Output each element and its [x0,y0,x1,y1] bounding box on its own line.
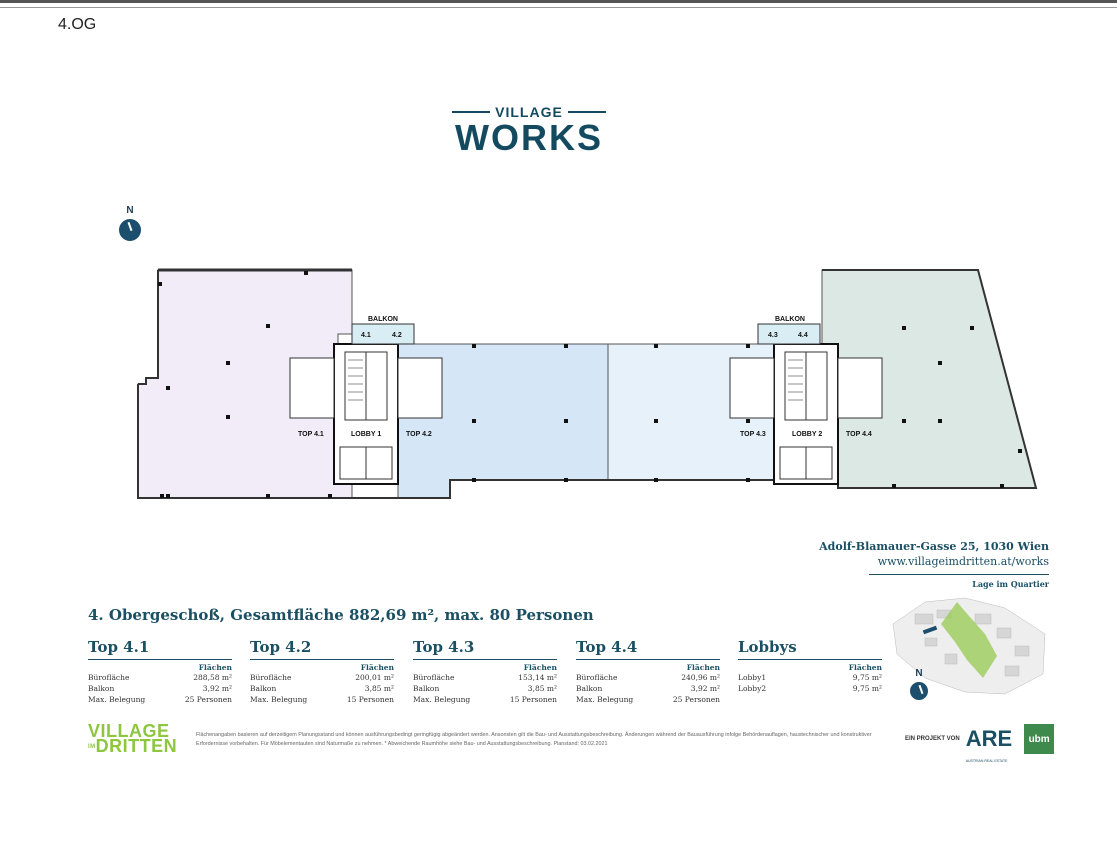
balkon-right-unit-1: 4.3 [768,332,778,339]
table-row: Max. Belegung 25 Personen [576,695,720,704]
table-row: Bürofläche 200,01 m² [250,673,394,682]
address-block [819,540,1049,589]
label-top-4-2: TOP 4.2 [406,431,432,438]
balkon-left-label: BALKON [368,316,398,323]
table-row: Balkon 3,85 m² [413,684,557,693]
table-row: Balkon 3,92 m² [88,684,232,693]
logo-main-text: WORKS [455,117,603,158]
unit-title: Top 4.3 [413,638,557,660]
unit-table-top-4-2 [250,638,394,705]
flaechen-label: Flächen [198,663,232,672]
unit-title: Top 4.2 [250,638,394,660]
unit-table-top-4-3 [413,638,557,705]
partner-logos [905,724,1054,763]
label-lobby-2: LOBBY 2 [792,431,823,438]
table-row: Max. Belegung 15 Personen [413,695,557,704]
table-row: Max. Belegung 25 Personen [88,695,232,704]
map-north-icon [905,668,933,700]
map-north-label: N [915,668,923,679]
ubm-logo: ubm [1024,724,1054,754]
unit-table-top-4-1 [88,638,232,705]
projekt-label: EIN PROJEKT VON [905,736,960,742]
unit-title: Lobbys [738,638,882,660]
table-row: Balkon 3,92 m² [576,684,720,693]
label-top-4-1: TOP 4.1 [298,431,324,438]
north-arrow-icon [116,205,144,241]
table-row: Lobby1 9,75 m² [738,673,882,682]
balkon-left-unit-2: 4.2 [392,332,402,339]
floor-summary-heading: 4. Obergeschoß, Gesamtfläche 882,69 m², max. 80 Personen [88,606,594,624]
unit-title: Top 4.1 [88,638,232,660]
flaechen-label: Flächen [360,663,394,672]
unit-table-lobbys [738,638,882,694]
floor-label: 4.OG [58,16,97,33]
disclaimer-text: Flächenangaben basieren auf derzeitigem Planungsstand und können ausführungsbedingt geringfügig abgeändert werden. Ansonsten gilt die Bau- und Ausstattungsbeschreibung. Änderungen während der Bauausführung infolge Behördenauflagen, haustechnischer und konstruktiver Erfordernisse vorbehalten. Für Möbelementauten sind Naturmaße zu nehmen. * Abweichende Raumhöhe siehe Bau- und Ausstattungsbeschreibung. Planstand: 03.02.2021 [196,732,872,747]
logo-top-text: VILLAGE [495,104,563,120]
table-row: Bürofläche 288,58 m² [88,673,232,682]
table-row: Bürofläche 240,96 m² [576,673,720,682]
label-lobby-1: LOBBY 1 [351,431,382,438]
unit-table-top-4-4 [576,638,720,705]
label-top-4-3: TOP 4.3 [740,431,766,438]
village-works-logo [447,104,611,156]
table-row: Max. Belegung 15 Personen [250,695,394,704]
top-border [0,0,1117,8]
table-row: Balkon 3,85 m² [250,684,394,693]
balkon-right-label: BALKON [775,316,805,323]
balkon-left-unit-1: 4.1 [361,332,371,339]
table-row: Lobby2 9,75 m² [738,684,882,693]
floor-plan [130,262,1045,512]
unit-title: Top 4.4 [576,638,720,660]
table-row: Bürofläche 153,14 m² [413,673,557,682]
are-logo: ARE AUSTRIAN REAL ESTATE [965,726,1013,763]
flaechen-label: Flächen [848,663,882,672]
north-label: N [126,205,134,216]
address-website[interactable]: www.villageimdritten.at/works [877,555,1049,568]
address-street: Adolf-Blamauer-Gasse 25, 1030 Wien [819,540,1049,553]
balkon-right-unit-2: 4.4 [798,332,808,339]
label-top-4-4: TOP 4.4 [846,431,872,438]
map-label: Lage im Quartier [972,579,1049,589]
flaechen-label: Flächen [523,663,557,672]
village-im-dritten-logo: VILLAGE IMDRITTEN [88,721,178,756]
flaechen-label: Flächen [686,663,720,672]
